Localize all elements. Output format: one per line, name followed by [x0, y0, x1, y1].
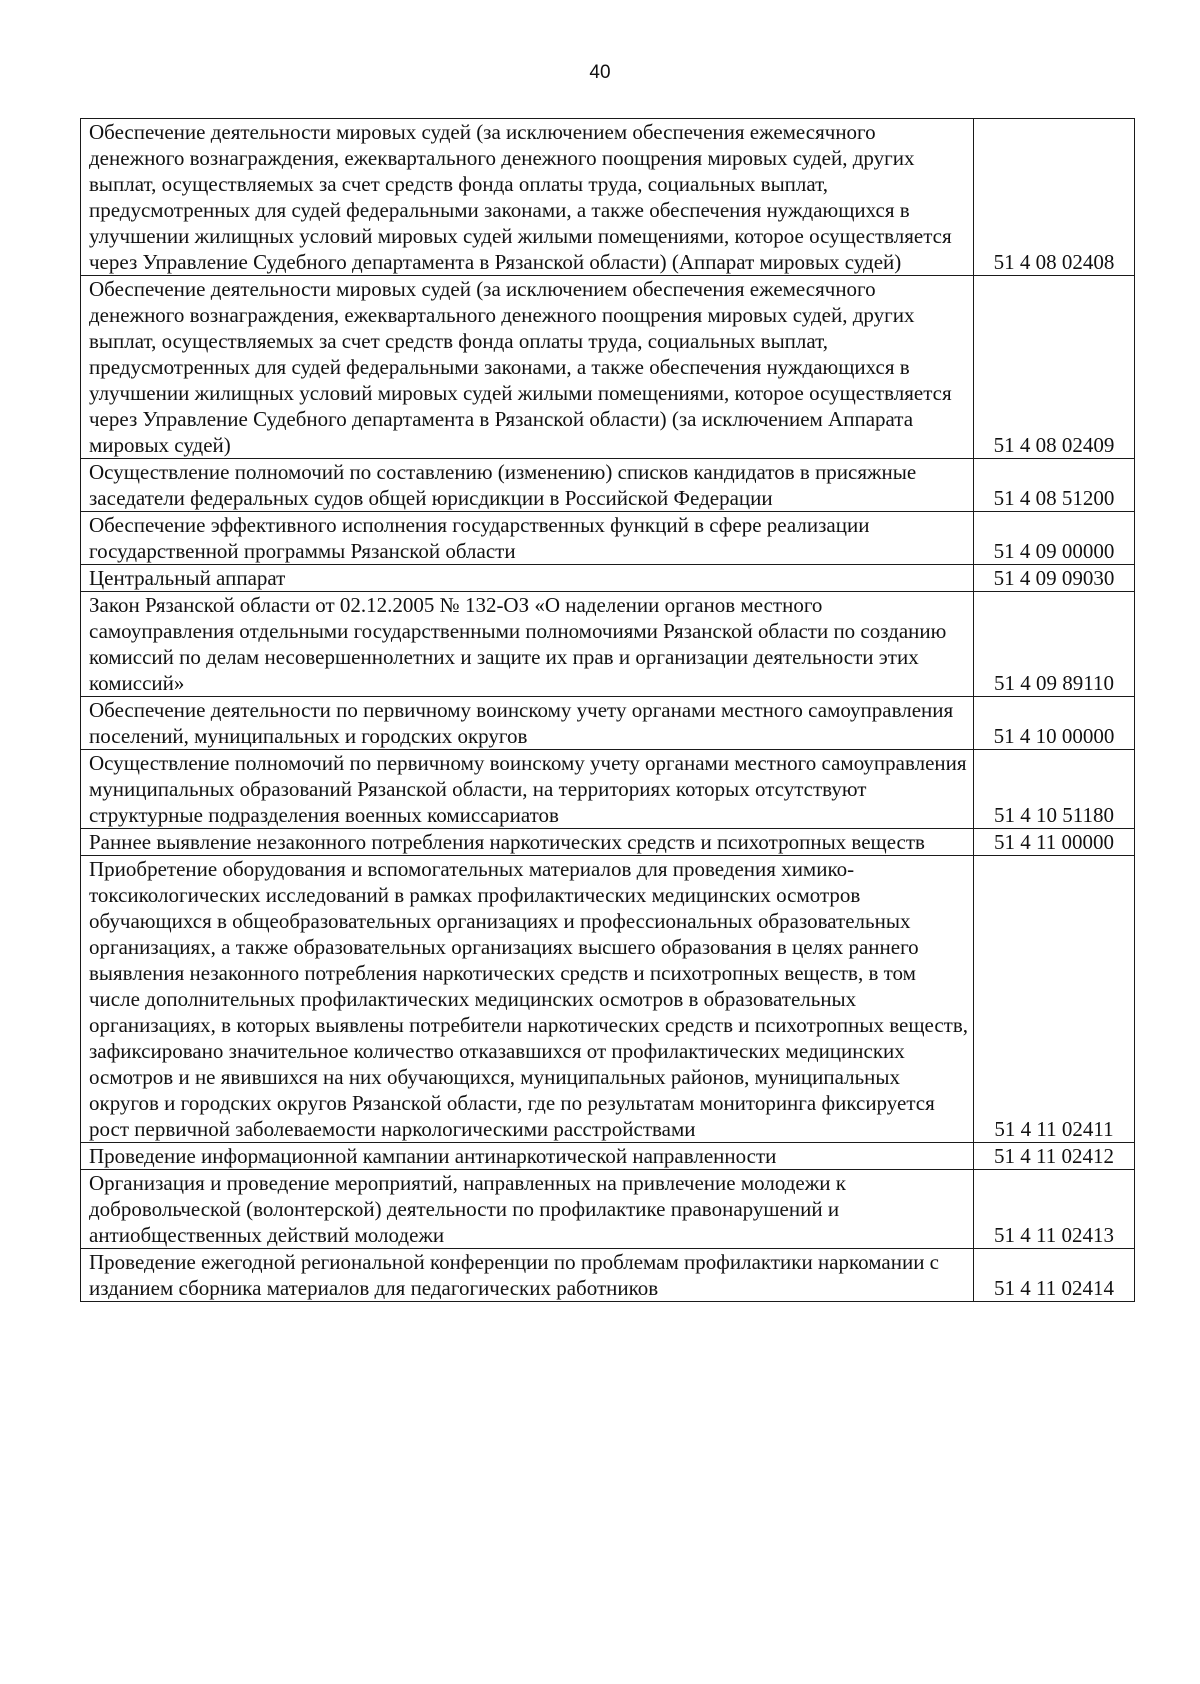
row-description: Обеспечение деятельности мировых судей (за исключением обеспечения ежемесячного денежного вознаграждения, ежеквартального денежного поощрения мировых судей, других выплат, осуществляемых за счет средств фонда оплаты труда, социальных выплат, предусмотренных для судей федеральными законами, а также обеспечения нуждающихся в улучшении жилищных условий мировых судей жилыми помещениями, которое осуществляется через Управление Судебного департамента в Рязанской области) (Аппарат мировых судей) — [81, 119, 974, 276]
table-row — [81, 829, 1135, 856]
row-code: 51 4 09 00000 — [974, 512, 1135, 565]
row-description: Приобретение оборудования и вспомогательных материалов для проведения химико-токсикологических исследований в рамках профилактических медицинских осмотров обучающихся в общеобразовательных организациях и профессиональных образовательных организациях, а также образовательных организациях высшего образования в целях раннего выявления незаконного потребления наркотических средств и психотропных веществ, в том числе дополнительных профилактических медицинских осмотров в образовательных организациях, в которых выявлены потребители наркотических средств и психотропных веществ, зафиксировано значительное количество отказавшихся от профилактических медицинских осмотров и не явившихся на них обучающихся, муниципальных районов, муниципальных округов и городских округов Рязанской области, где по результатам мониторинга фиксируется рост первичной заболеваемости наркологическими расстройствами — [81, 856, 974, 1143]
row-description: Обеспечение эффективного исполнения государственных функций в сфере реализации государственной программы Рязанской области — [81, 512, 974, 565]
row-code: 51 4 09 89110 — [974, 592, 1135, 697]
row-description: Центральный аппарат — [81, 565, 974, 592]
row-code: 51 4 09 09030 — [974, 565, 1135, 592]
row-code: 51 4 11 00000 — [974, 829, 1135, 856]
table-row — [81, 512, 1135, 565]
table-row — [81, 750, 1135, 829]
row-code: 51 4 10 51180 — [974, 750, 1135, 829]
table-row — [81, 459, 1135, 512]
row-description: Осуществление полномочий по составлению (изменению) списков кандидатов в присяжные заседатели федеральных судов общей юрисдикции в Российской Федерации — [81, 459, 974, 512]
table-row — [81, 697, 1135, 750]
row-code: 51 4 10 00000 — [974, 697, 1135, 750]
table-row — [81, 565, 1135, 592]
table-row — [81, 1249, 1135, 1302]
row-description: Организация и проведение мероприятий, направленных на привлечение молодежи к добровольческой (волонтерской) деятельности по профилактике правонарушений и антиобщественных действий молодежи — [81, 1170, 974, 1249]
row-code: 51 4 08 51200 — [974, 459, 1135, 512]
row-code: 51 4 11 02414 — [974, 1249, 1135, 1302]
row-code: 51 4 11 02411 — [974, 856, 1135, 1143]
table-row — [81, 592, 1135, 697]
row-description: Закон Рязанской области от 02.12.2005 № 132-ОЗ «О наделении органов местного самоуправления отдельными государственными полномочиями Рязанской области по созданию комиссий по делам несовершеннолетних и защите их прав и организации деятельности этих комиссий» — [81, 592, 974, 697]
table-row — [81, 1170, 1135, 1249]
row-description: Проведение информационной кампании антинаркотической направленности — [81, 1143, 974, 1170]
budget-classification-table — [80, 118, 1135, 1302]
row-code: 51 4 08 02409 — [974, 276, 1135, 459]
table-row — [81, 856, 1135, 1143]
row-description: Раннее выявление незаконного потребления наркотических средств и психотропных веществ — [81, 829, 974, 856]
table-row — [81, 276, 1135, 459]
row-description: Обеспечение деятельности мировых судей (за исключением обеспечения ежемесячного денежного вознаграждения, ежеквартального денежного поощрения мировых судей, других выплат, осуществляемых за счет средств фонда оплаты труда, социальных выплат, предусмотренных для судей федеральными законами, а также обеспечения нуждающихся в улучшении жилищных условий мировых судей жилыми помещениями, которое осуществляется через Управление Судебного департамента в Рязанской области) (за исключением Аппарата мировых судей) — [81, 276, 974, 459]
table-row — [81, 119, 1135, 276]
row-description: Обеспечение деятельности по первичному воинскому учету органами местного самоуправления поселений, муниципальных и городских округов — [81, 697, 974, 750]
page-number: 40 — [589, 62, 611, 83]
table-row — [81, 1143, 1135, 1170]
row-code: 51 4 08 02408 — [974, 119, 1135, 276]
row-description: Осуществление полномочий по первичному воинскому учету органами местного самоуправления муниципальных образований Рязанской области, на территориях которых отсутствуют структурные подразделения военных комиссариатов — [81, 750, 974, 829]
row-description: Проведение ежегодной региональной конференции по проблемам профилактики наркомании с изданием сборника материалов для педагогических работников — [81, 1249, 974, 1302]
row-code: 51 4 11 02413 — [974, 1170, 1135, 1249]
row-code: 51 4 11 02412 — [974, 1143, 1135, 1170]
